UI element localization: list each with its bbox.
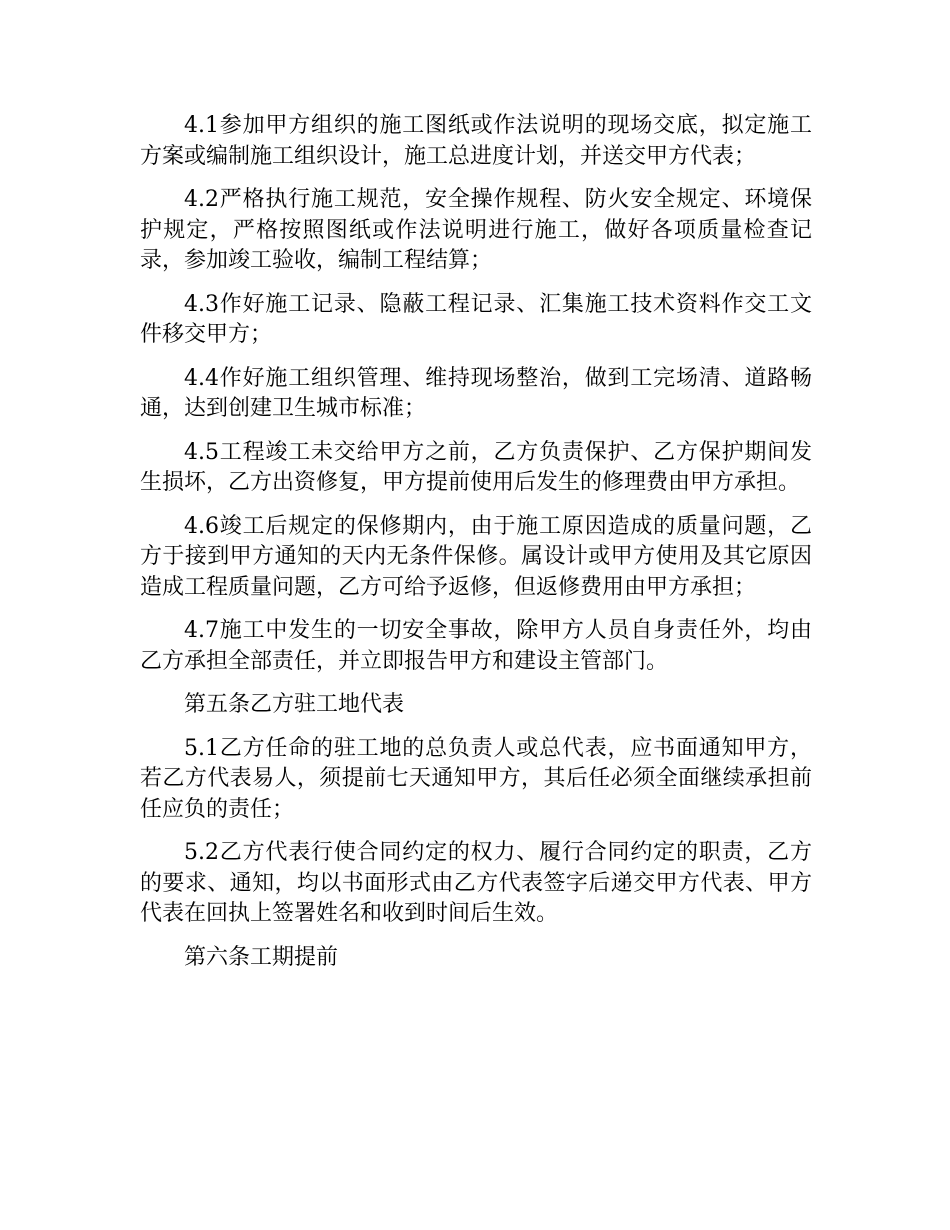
document-page: [140, 111, 812, 986]
clause-4-4: 4.4作好施工组织管理、维持现场整治，做到工完场清、道路畅通，达到创建卫生城市标准；: [140, 365, 812, 421]
clause-5-2: 5.2乙方代表行使合同约定的权力、履行合同约定的职责，乙方的要求、通知，均以书面形式由乙方代表签字后递交甲方代表、甲方代表在回执上签署姓名和收到时间后生效。: [140, 840, 812, 926]
clause-4-6: 4.6竣工后规定的保修期内，由于施工原因造成的质量问题，乙方于接到甲方通知的天内无条件保修。属设计或甲方使用及其它原因造成工程质量问题，乙方可给予返修，但返修费用由甲方承担；: [140, 513, 812, 600]
clause-4-2: 4.2严格执行施工规范，安全操作规程、防火安全规定、环境保护规定，严格按照图纸或作法说明进行施工，做好各项质量检查记录，参加竣工验收，编制工程结算；: [140, 187, 812, 273]
clause-4-1: 4.1参加甲方组织的施工图纸或作法说明的现场交底，拟定施工方案或编制施工组织设计，施工总进度计划，并送交甲方代表；: [140, 113, 812, 169]
clause-5-1: 5.1乙方任命的驻工地的总负责人或总代表，应书面通知甲方，若乙方代表易人，须提前七天通知甲方，其后任必须全面继续承担前任应负的责任；: [140, 735, 812, 822]
clause-4-7: 4.7施工中发生的一切安全事故，除甲方人员自身责任外，均由乙方承担全部责任，并立即报告甲方和建设主管部门。: [140, 618, 812, 674]
clause-4-3: 4.3作好施工记录、隐蔽工程记录、汇集施工技术资料作交工文件移交甲方；: [140, 291, 812, 347]
article-6-heading: 第六条工期提前: [184, 944, 339, 970]
article-5-heading: 第五条乙方驻工地代表: [184, 692, 405, 717]
clause-4-5: 4.5工程竣工未交给甲方之前，乙方负责保护、乙方保护期间发生损坏，乙方出资修复，甲方提前使用后发生的修理费由甲方承担。: [140, 439, 812, 495]
